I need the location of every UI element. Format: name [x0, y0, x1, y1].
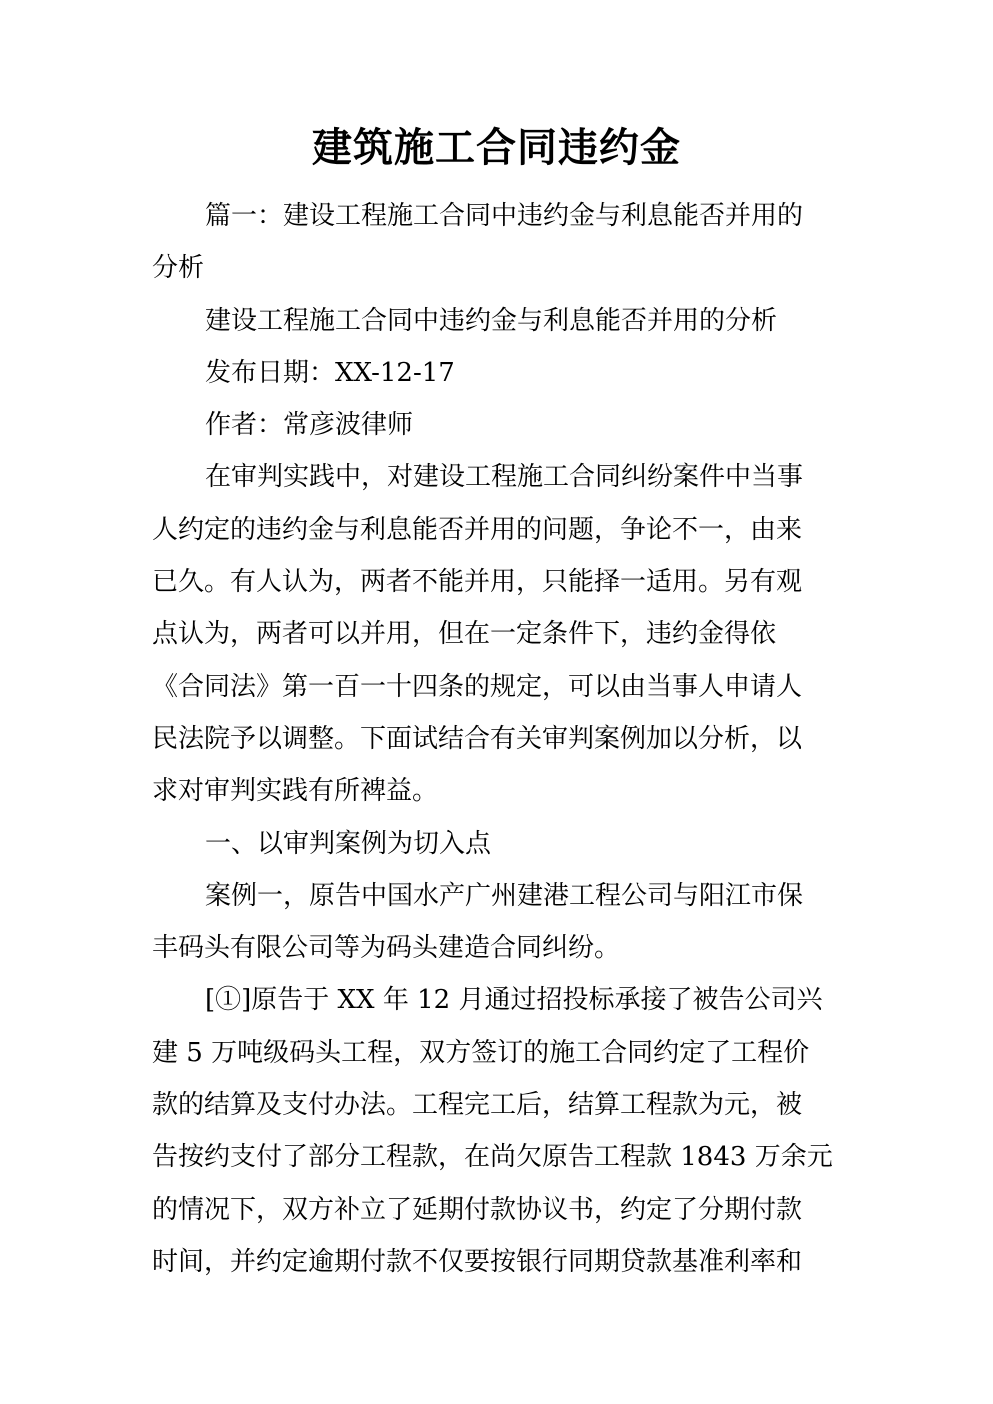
text-line: 篇一：建设工程施工合同中违约金与利息能否并用的	[205, 201, 804, 231]
text-line: [①]原告于 XX 年 12 月通过招投标承接了被告公司兴	[205, 985, 823, 1016]
text-line: 款的结算及支付办法。工程完工后，结算工程款为元，被	[152, 1090, 803, 1121]
text-line: 案例一，原告中国水产广州建港工程公司与阳江市保	[205, 880, 804, 911]
text-line: 丰码头有限公司等为码头建造合同纠纷。	[152, 933, 621, 964]
text-line: 发布日期：XX-12-17	[205, 357, 455, 388]
text-line: 告按约支付了部分工程款，在尚欠原告工程款 1843 万余元	[152, 1142, 833, 1173]
text-line: 民法院予以调整。下面试结合有关审判案例加以分析，以	[152, 723, 803, 754]
document-title: 建筑施工合同违约金	[312, 124, 681, 171]
text-line: 时间，并约定逾期付款不仅要按银行同期贷款基准利率和	[152, 1246, 803, 1277]
text-line: 建设工程施工合同中违约金与利息能否并用的分析	[205, 305, 778, 336]
text-line: 作者：常彦波律师	[205, 410, 414, 441]
text-line: 点认为，两者可以并用，但在一定条件下，违约金得依	[152, 619, 777, 650]
text-line: 一、以审判案例为切入点	[205, 828, 492, 859]
text-line: 《合同法》第一百一十四条的规定，可以由当事人申请人	[152, 671, 803, 702]
text-line: 已久。有人认为，两者不能并用，只能择一适用。另有观	[152, 567, 803, 598]
text-line: 求对审判实践有所裨益。	[152, 776, 439, 807]
text-line: 人约定的违约金与利息能否并用的问题，争论不一，由来	[152, 514, 803, 545]
text-line: 建 5 万吨级码头工程，双方签订的施工合同约定了工程价	[152, 1037, 810, 1068]
text-line: 的情况下，双方补立了延期付款协议书，约定了分期付款	[152, 1194, 803, 1225]
document-body	[152, 190, 832, 1288]
text-line: 分析	[152, 253, 205, 284]
text-line: 在审判实践中，对建设工程施工合同纠纷案件中当事	[205, 462, 804, 493]
